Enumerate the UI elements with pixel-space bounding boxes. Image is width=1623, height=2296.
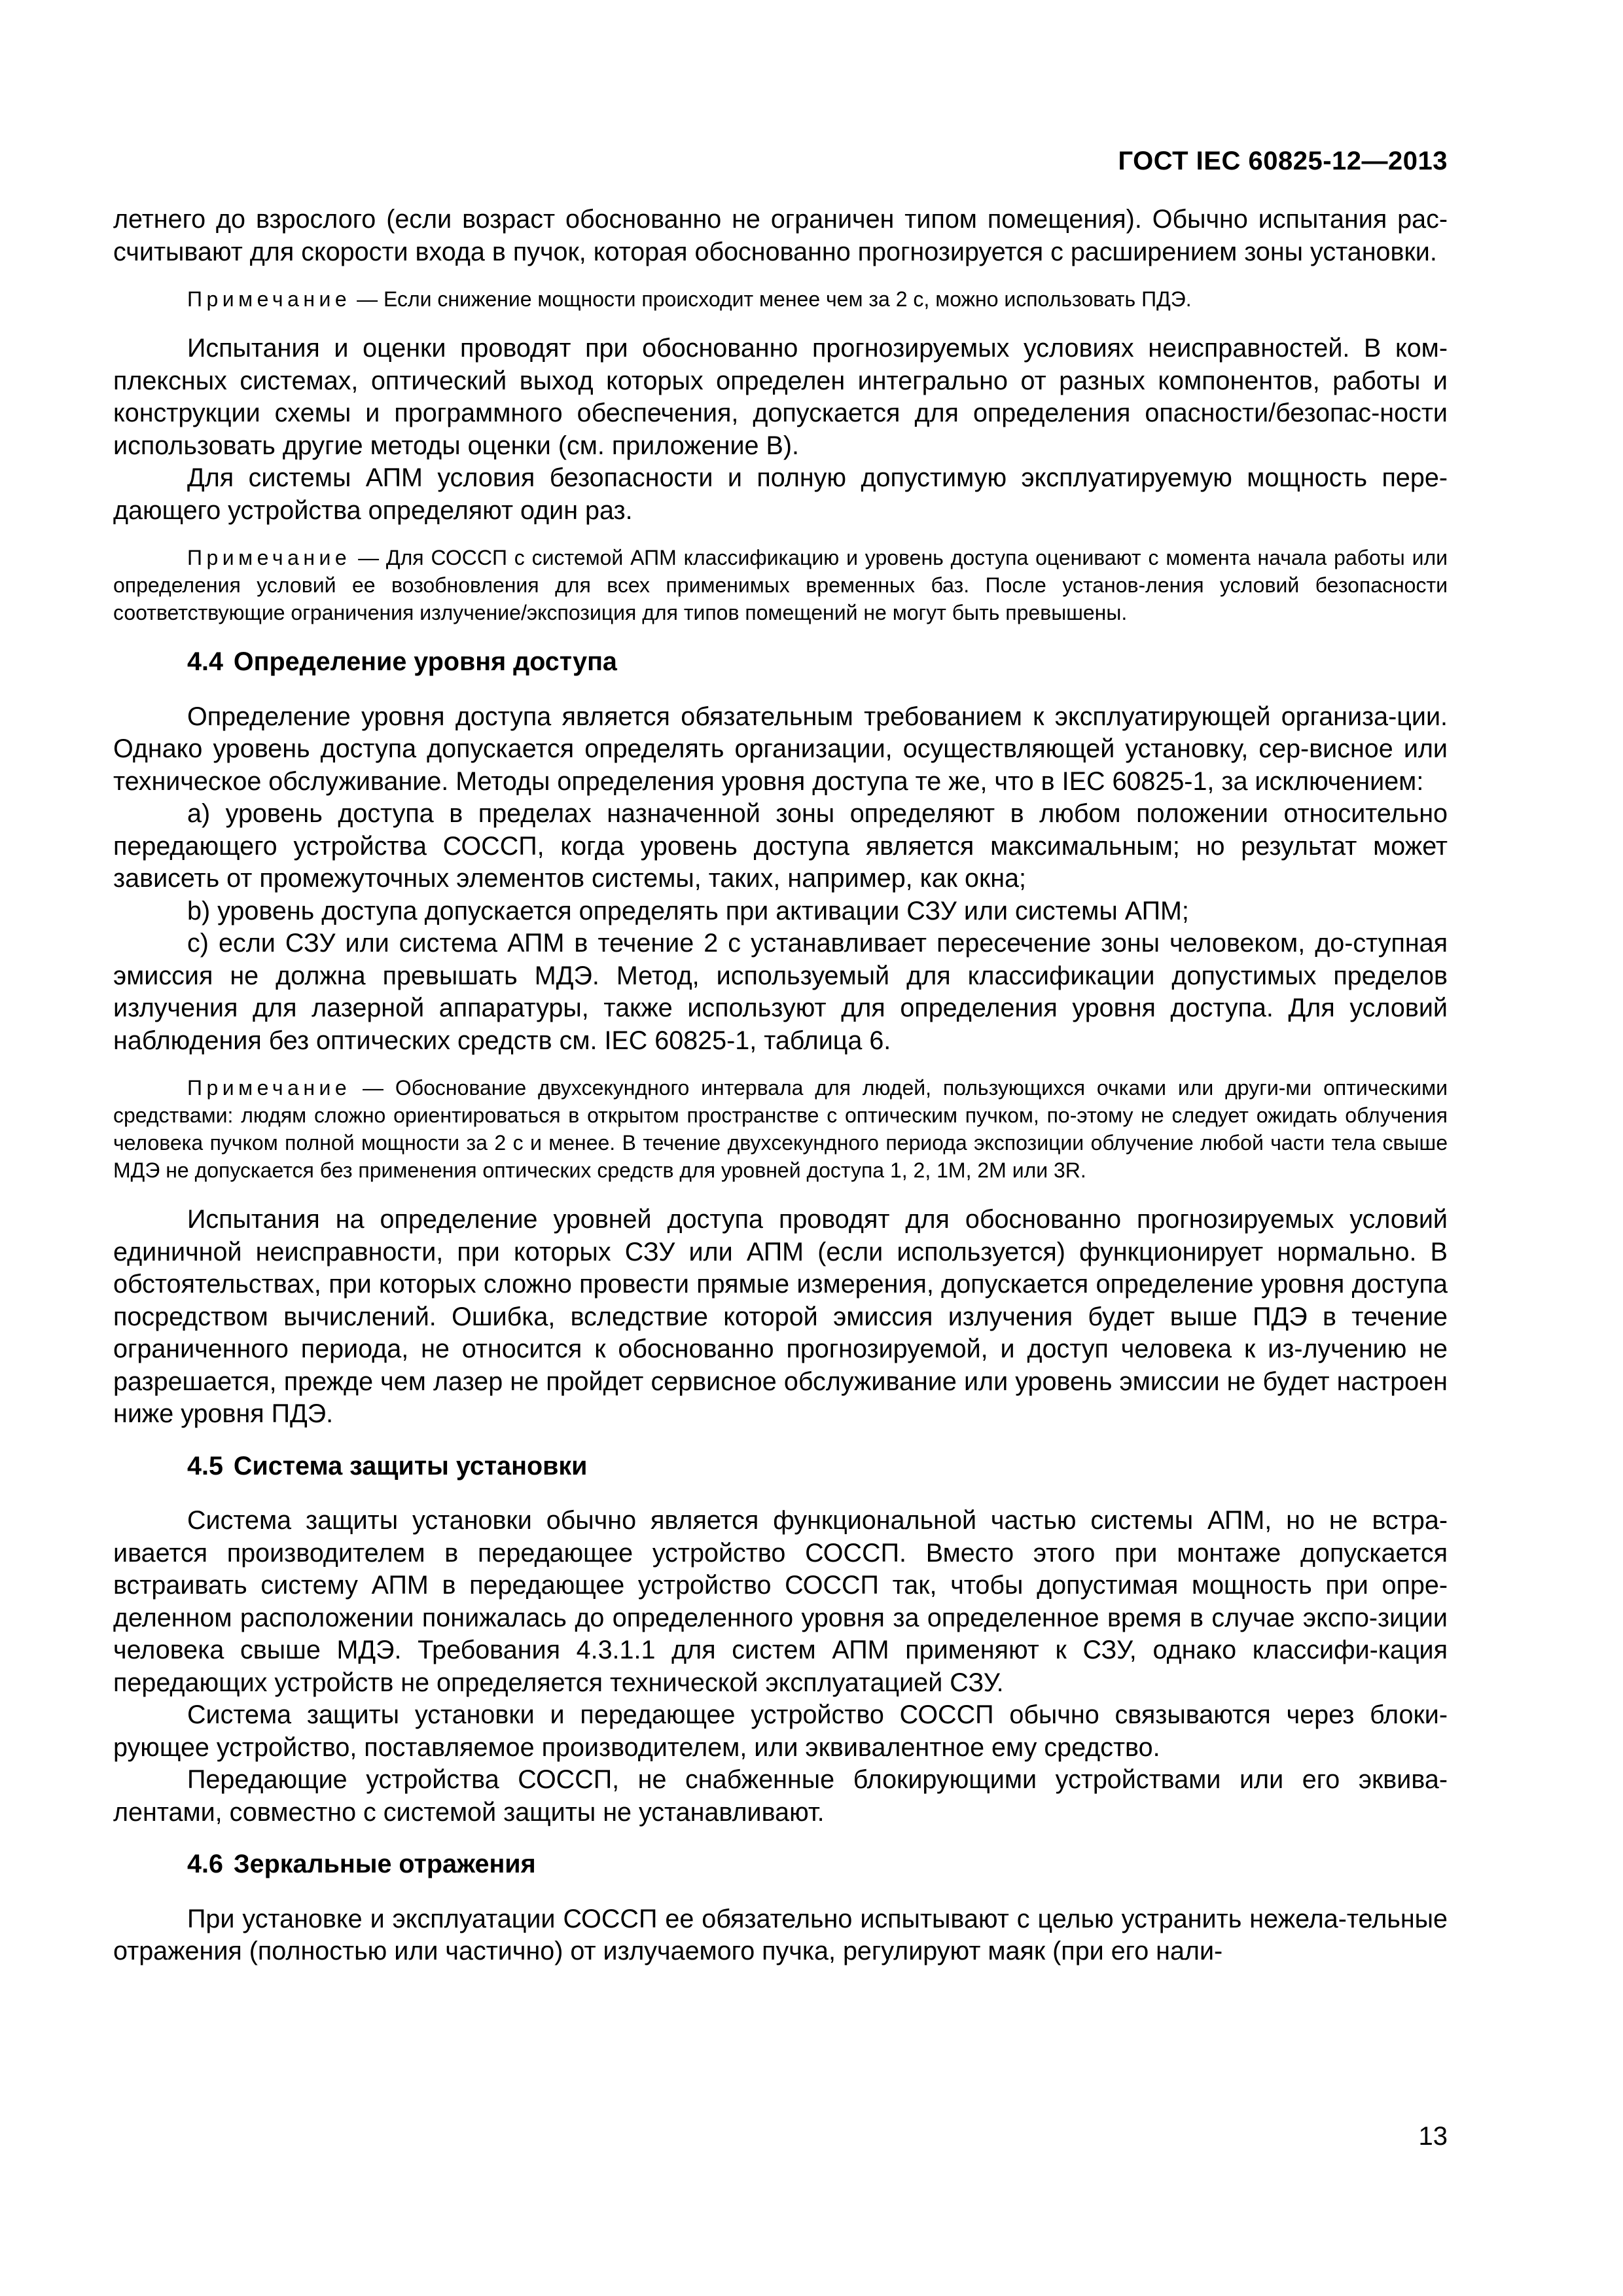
note-label: Примечание [187, 287, 351, 311]
list-item-b: b) уровень доступа допускается определять при активации СЗУ или системы АПМ; [187, 896, 1189, 925]
note-dash: — [351, 1076, 395, 1100]
note-2 [113, 544, 1448, 626]
page-number: 13 [1418, 2122, 1448, 2151]
paragraph-interlock: Система защиты установки и передающее устройство СОССП обычно связываются через блоки-рующее устройство, поставляемое производителем, или эквивалентное ему средство. [113, 1700, 1448, 1762]
paragraph-mirror-reflections: При установке и эксплуатации СОССП ее обязательно испытывают с целью устранить нежела-тельные отражения (полностью или частично) от излучаемого пучка, регулируют маяк (при его нали- [113, 1904, 1448, 1965]
note-dash: — [351, 287, 383, 311]
section-heading-4-4 [113, 646, 1448, 679]
paragraph-protection-system: Система защиты установки обычно является функциональной частью системы АПМ, но не встра-ивается производителем в передающее устройство СОССП. Вместо этого при монтаже допускается встраивать систему АПМ в передающее устройство СОССП так, чтобы допустимая мощность при опре-деленном расположении понижалась до определенного уровня за определенное время в случае экспо-зиции человека свыше МДЭ. Требования 4.3.1.1 для систем АПМ применяют к СЗУ, однако классифи-кация передающих устройств не определяется технической эксплуатацией СЗУ. [113, 1506, 1448, 1697]
note-1 [113, 285, 1448, 313]
section-title: Система защиты установки [233, 1451, 588, 1480]
section-number: 4.4 [187, 647, 223, 676]
note-dash: — [351, 546, 386, 569]
note-label: Примечание [187, 546, 351, 569]
paragraph-access-level: Определение уровня доступа является обязательным требованием к эксплуатирующей организа-ции. Однако уровень доступа допускается определять организации, осуществляющей установку, сер-висное или техническое обслуживание. Методы определения уровня доступа те же, что в IEC 60825-1, за исключением: [113, 702, 1448, 796]
list-item-a: а) уровень доступа в пределах назначенной зоны определяют в любом положении относительно передающего устройства СОССП, когда уровень доступа является максимальным; но результат может зависеть от промежуточных элементов системы, таких, например, как окна; [113, 799, 1448, 893]
paragraph-apm-safety: Для системы АПМ условия безопасности и полную допустимую эксплуатируемую мощность пере-дающего устройства определяют один раз. [113, 463, 1448, 525]
section-title: Определение уровня доступа [233, 647, 617, 676]
paragraph-continued: летнего до взрослого (если возраст обоснованно не ограничен типом помещения). Обычно испытания рас-считывают для скорости входа в пучок, которая обоснованно прогнозируется с расширением зоны установки. [113, 205, 1448, 266]
section-number: 4.5 [187, 1451, 223, 1480]
standard-header: ГОСТ IEC 60825-12—2013 [1118, 147, 1448, 175]
page-body [113, 204, 1448, 1968]
paragraph-no-interlock: Передающие устройства СОССП, не снабженные блокирующими устройствами или его эквива-лентами, совместно с системой защиты не устанавливают. [113, 1765, 1448, 1827]
note-3 [113, 1074, 1448, 1184]
section-heading-4-6 [113, 1848, 1448, 1881]
note-text: Обоснование двухсекундного интервала для людей, пользующихся очками или други-ми оптическими средствами: людям сложно ориентироваться в открытом пространстве с оптическим пучком, по-этому не следует ожидать облучения человека пучком полной мощности за 2 с и менее. В течение двухсекундного периода экспозиции облучение любой части тела свыше МДЭ не допускается без применения оптических средств для уровней доступа 1, 2, 1М, 2М или 3R. [113, 1076, 1448, 1182]
section-number: 4.6 [187, 1850, 223, 1878]
section-heading-4-5 [113, 1450, 1448, 1483]
section-title: Зеркальные отражения [233, 1850, 536, 1878]
note-text: Если снижение мощности происходит менее чем за 2 с, можно использовать ПДЭ. [383, 287, 1192, 311]
paragraph-tests-evaluation: Испытания и оценки проводят при обоснованно прогнозируемых условиях неисправностей. В ком-плексных системах, оптический выход которых определен интегрально от разных компонентов, работы и конструкции схемы и программного обеспечения, допускается для определения опасности/безопас-ности использовать другие методы оценки (см. приложение В). [113, 334, 1448, 460]
note-text: Для СОССП с системой АПМ классификацию и уровень доступа оценивают с момента начала работы или определения условий ее возобновления для всех применимых временных баз. После установ-ления условий безопасности соответствующие ограничения излучение/экспозиция для типов помещений не могут быть превышены. [113, 546, 1448, 624]
note-label: Примечание [187, 1076, 351, 1100]
list-item-c: с) если СЗУ или система АПМ в течение 2 с устанавливает пересечение зоны человеком, до-ступная эмиссия не должна превышать МДЭ. Метод, используемый для классификации допустимых пределов излучения для лазерной аппаратуры, также используют для определения уровня доступа. Для условий наблюдения без оптических средств см. IEC 60825-1, таблица 6. [113, 929, 1448, 1055]
paragraph-access-tests: Испытания на определение уровней доступа проводят для обоснованно прогнозируемых условий единичной неисправности, при которых СЗУ или АПМ (если используется) функционирует нормально. В обстоятельствах, при которых сложно провести прямые измерения, допускается определение уровня доступа посредством вычислений. Ошибка, вследствие которой эмиссия излучения будет выше ПДЭ в течение ограниченного периода, не относится к обоснованно прогнозируемой, и доступ человека к из-лучению не разрешается, прежде чем лазер не пройдет сервисное обслуживание или уровень эмиссии не будет настроен ниже уровня ПДЭ. [113, 1205, 1448, 1428]
